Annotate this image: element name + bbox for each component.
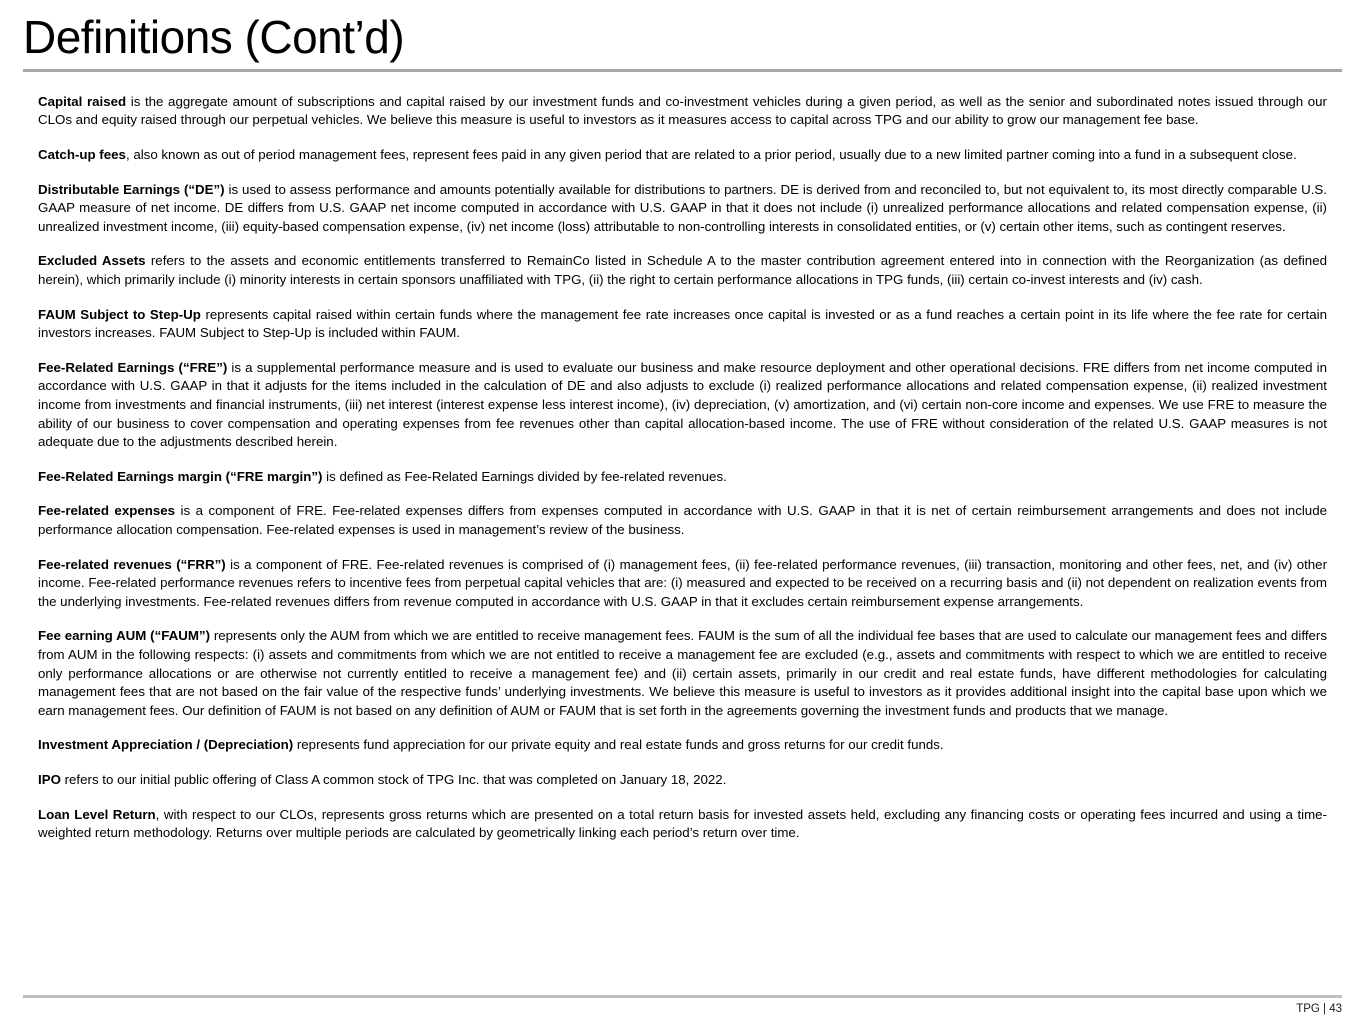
definition-text: refers to the assets and economic entitlements transferred to RemainCo listed in Schedule A to the master contribution agreement entered into in connection with the Reorganization (as defined herein), which primarily include (i) minority interests in certain sponsors unaffiliated with TPG, (ii) the right to certain performance allocations in TPG funds, (iii) certain co-invest interests and (iv) cash. [38,253,1327,288]
definitions-list [0,72,1365,843]
definition-text: refers to our initial public offering of Class A common stock of TPG Inc. that was completed on January 18, 2022. [60,771,727,787]
definition-text: represents only the AUM from which we are entitled to receive management fees. FAUM is the sum of all the individual fee bases that are used to calculate our management fees and differs from AUM in the following respects: (i) assets and commitments from which we are not entitled to receive a management fee are excluded (e.g., assets and commitments with respect to which we are entitled to receive only performance allocations or are otherwise not currently entitled to receive a management fee) and (ii) certain assets, primarily in our credit and real estate funds, have different methodologies for calculating management fees that are not based on the fair value of the respective funds’ underlying investments. We believe this measure is useful to investors as it provides additional insight into the capital base upon which we earn management fees. Our definition of FAUM is not based on any definition of AUM or FAUM that is set forth in the agreements governing the investment funds and products that we manage. [38,628,1327,718]
definition-term: Distributable Earnings (“DE”) [38,181,225,197]
definition-fre-margin [38,468,1327,487]
definition-term: Fee earning AUM (“FAUM”) [38,628,211,644]
definition-text: represents capital raised within certain funds where the management fee rate increases once capital is invested or as a fund reaches a certain point in its life where the fee rate for certain investors increases. FAUM Subject to Step-Up is included within FAUM. [38,306,1327,341]
definition-text: , also known as out of period management fees, represent fees paid in any given period that are related to a prior period, usually due to a new limited partner coming into a fund in a subsequent close. [125,147,1297,163]
definition-fee-earning-aum [38,627,1327,720]
definition-term: Loan Level Return [38,806,156,822]
definition-faum-subject-to-step-up [38,306,1327,343]
definition-excluded-assets [38,252,1327,289]
page-title: Definitions (Cont’d) [23,11,405,63]
definition-term: IPO [38,771,61,787]
definition-text: is the aggregate amount of subscriptions and capital raised by our investment funds and co-investment vehicles during a given period, as well as the senior and subordinated notes issued through our CLOs and equity raised through our perpetual vehicles. We believe this measure is useful to investors as it measures access to capital across TPG and our ability to grow our management fee base. [38,93,1327,128]
definition-term: Fee-related revenues (“FRR”) [38,556,226,572]
definition-term: Investment Appreciation / (Depreciation) [38,737,294,753]
definition-text: is a component of FRE. Fee-related expenses differs from expenses computed in accordance with U.S. GAAP in that it is net of certain reimbursement arrangements and does not include performance allocation compensation. Fee-related expenses is used in management’s review of the business. [38,503,1327,537]
definition-capital-raised [38,93,1327,130]
definition-term: Catch-up fees [38,147,126,163]
definition-loan-level-return [38,806,1327,843]
definition-fee-related-earnings [38,359,1327,452]
definition-term: Capital raised [38,93,127,109]
definition-term: Fee-related expenses [38,503,176,519]
definition-term: FAUM Subject to Step-Up [38,306,201,322]
definition-fee-related-revenues [38,556,1327,612]
definition-catch-up-fees [38,146,1327,165]
definition-text: is used to assess performance and amounts potentially available for distributions to partners. DE is derived from and reconciled to, but not equivalent to, its most directly comparable U.S. GAAP measure of net income. DE differs from U.S. GAAP net income computed in accordance with U.S. GAAP in that it does not include (i) unrealized performance allocations and related compensation expense, (ii) unrealized investment income, (iii) equity-based compensation expense, (iv) net income (loss) attributable to non-controlling interests in consolidated entities, or (v) certain other items, such as contingent reserves. [38,181,1327,234]
definition-distributable-earnings [38,181,1327,237]
definition-ipo [38,771,1327,790]
definition-text: represents fund appreciation for our private equity and real estate funds and gross returns for our credit funds. [293,737,944,753]
definition-text: is a component of FRE. Fee-related revenues is comprised of (i) management fees, (ii) fee-related performance revenues, (iii) transaction, monitoring and other fees, net, and (iv) other income. Fee-related performance revenues refers to incentive fees from perpetual capital vehicles that are: (i) measured and expected to be received on a recurring basis and (ii) not dependent on realization events from the underlying investments. Fee-related revenues differs from revenue computed in accordance with U.S. GAAP in that it excludes certain reimbursement expense arrangements. [38,556,1327,609]
definition-term: Excluded Assets [38,253,146,269]
definition-text: is defined as Fee-Related Earnings divided by fee-related revenues. [322,468,727,484]
footer-page-number: TPG | 43 [1296,1003,1342,1015]
definition-term: Fee-Related Earnings margin (“FRE margin”) [38,468,323,484]
definition-text: , with respect to our CLOs, represents gross returns which are presented on a total return basis for invested assets held, excluding any financing costs or operating fees incurred and using a time-weighted return methodology. Returns over multiple periods are calculated by geometrically linking each period’s return over time. [38,806,1327,841]
definition-investment-appreciation [38,736,1327,755]
footer-divider [23,995,1342,998]
definition-text: is a supplemental performance measure and is used to evaluate our business and make resource deployment and other operational decisions. FRE differs from net income computed in accordance with U.S. GAAP in that it adjusts for the items included in the calculation of DE and also adjusts to exclude (i) realized performance allocations and related compensation expense, (ii) realized investment income from investments and financial instruments, (iii) net interest (interest expense less interest income), (iv) depreciation, (v) amortization, and (vi) certain non-core income and expenses. We use FRE to measure the ability of our business to cover compensation and operating expenses from fee revenues other than capital allocation-based income. The use of FRE without consideration of the related U.S. GAAP measures is not adequate due to the adjustments described herein. [38,359,1327,450]
definition-fee-related-expenses [38,502,1327,539]
definition-term: Fee-Related Earnings (“FRE”) [38,359,228,375]
